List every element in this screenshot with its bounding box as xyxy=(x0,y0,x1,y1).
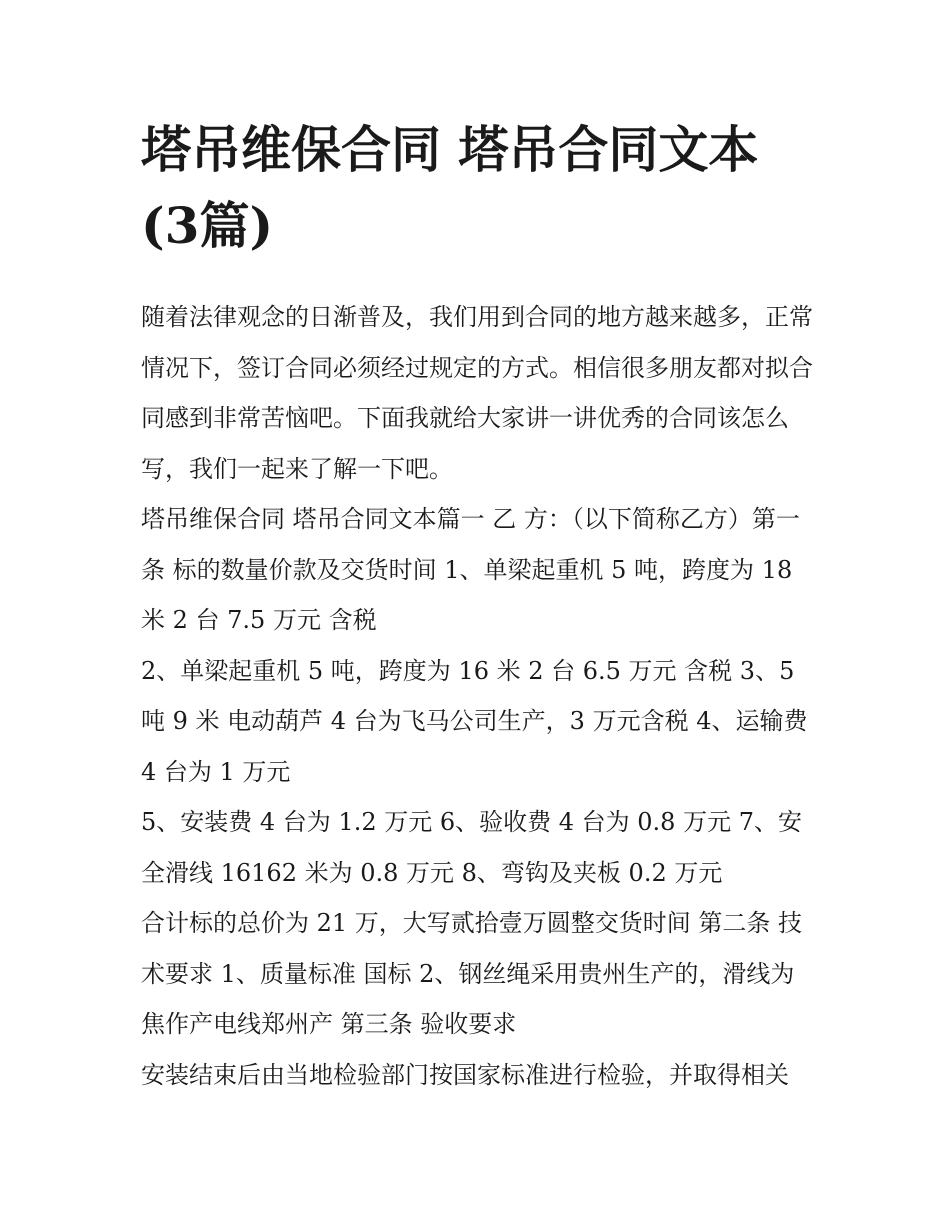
document-title: 塔吊维保合同 塔吊合同文本(3篇) xyxy=(141,120,759,255)
paragraph-intro: 随着法律观念的日渐普及，我们用到合同的地方越来越多，正常情况下，签订合同必须经过规定的方式。相信很多朋友都对拟合同感到非常苦恼吧。下面我就给大家讲一讲优秀的合同该怎么写，我们一起来了解一下吧。 xyxy=(141,303,813,483)
paragraph-total-and-article-2: 合计标的总价为 21 万，大写贰拾壹万圆整交货时间 第二条 技术要求 1、质量标准 国标 2、钢丝绳采用贵州生产的，滑线为焦作产电线郑州产 第三条 验收要求 xyxy=(141,909,803,1038)
paragraph-items-5-8: 5、安装费 4 台为 1.2 万元 6、验收费 4 台为 0.8 万元 7、安全滑线 16162 米为 0.8 万元 8、弯钩及夹板 0.2 万元 xyxy=(141,808,802,887)
document-body xyxy=(141,112,813,1100)
paragraph-acceptance: 安装结束后由当地检验部门按国家标准进行检验，并取得相关 xyxy=(141,1060,789,1089)
paragraph-contract-article-1: 塔吊维保合同 塔吊合同文本篇一 乙 方：（以下简称乙方）第一条 标的数量价款及交货时间 1、单梁起重机 5 吨，跨度为 18 米 2 台 7.5 万元 含税 xyxy=(141,505,800,634)
paragraph-items-2-4: 2、单梁起重机 5 吨，跨度为 16 米 2 台 6.5 万元 含税 3、5 吨 9 米 电动葫芦 4 台为飞马公司生产，3 万元含税 4、运输费 4 台为 1 万元 xyxy=(141,656,808,786)
